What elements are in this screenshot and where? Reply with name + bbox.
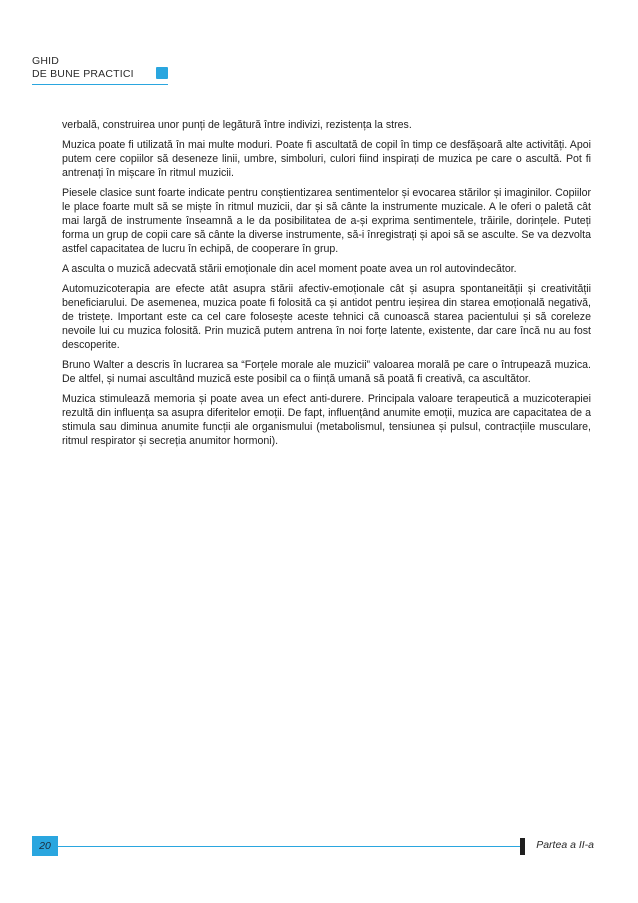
paragraph: A asculta o muzică adecvată stării emoționale din acel moment poate avea un rol autovindecător.: [62, 263, 517, 275]
page-footer: [32, 836, 594, 858]
header-title-line2: DE BUNE PRACTICI: [32, 68, 134, 80]
paragraph: Bruno Walter a descris în lucrarea sa “Forțele morale ale muzicii” valoarea morală pe care o întrupează muzica. De altfel, și numai ascultând muzică este posibil ca o ființă umană să poată fi creativă, ca ascultător.: [62, 359, 591, 385]
footer-rule: [58, 846, 522, 847]
page-number: 20: [32, 836, 58, 856]
header-title-line1: GHID: [32, 55, 60, 67]
paragraph: Piesele clasice sunt foarte indicate pentru conștientizarea sentimentelor și evocarea stărilor și imaginilor. Copiilor le place foarte mult să se miște în ritmul muzicii, dar și să cânte la instrumente muzicale. A le oferi o paletă cât mai largă de instrumente înseamnă a le da posibilitatea de a-și exprima sentimentele, trăirile, dorințele. Puteți forma un grup de copii care să cânte la diverse instrumente, să-i înregistrați și apoi să se asculte. Se va dezvolta astfel capacitatea de lucru în echipă, de cooperare în grup.: [62, 187, 591, 255]
paragraph: verbală, construirea unor punți de legătură între indivizi, rezistența la stres.: [62, 119, 412, 131]
section-label: Partea a II-a: [536, 839, 594, 851]
body-text: [62, 118, 591, 454]
paragraph: Automuzicoterapia are efecte atât asupra stării afectiv-emoționale cât și asupra spontaneității și creativității beneficiarului. De asemenea, muzica poate fi folosită ca și antidot pentru ieșirea din starea emoțională negativă, de tristețe. Important este ca cel care folosește aceste tehnici că cunoască starea pacientului și să coreleze nevoile lui cu muzica folosită. Prin muzică putem antrena în noi forțe latente, existente, dar care încă nu au fost descoperite.: [62, 283, 591, 351]
header-accent-square: [156, 67, 168, 79]
footer-tick-mark: [520, 838, 525, 855]
running-header: [32, 55, 168, 81]
paragraph: Muzica poate fi utilizată în mai multe moduri. Poate fi ascultată de copil în timp ce desfășoară alte activități. Apoi putem cere copiilor să deseneze linii, umbre, simboluri, culori fiind inspirați de muzica pe care o ascultă. Pot fi antrenați în mișcare în ritmul muzicii.: [62, 139, 591, 179]
paragraph: Muzica stimulează memoria și poate avea un efect anti-durere. Principala valoare terapeutică a muzicoterapiei rezultă din influența sa asupra diferitelor emoții. De fapt, influențând anumite emoții, muzica are capacitatea de a stimula sau diminua anumite funcții ale organismului (metabolismul, tensiunea și pulsul, contracțiile musculare, ritmul respirator și secreția anumitor hormoni).: [62, 393, 591, 447]
header-rule: [32, 84, 168, 85]
